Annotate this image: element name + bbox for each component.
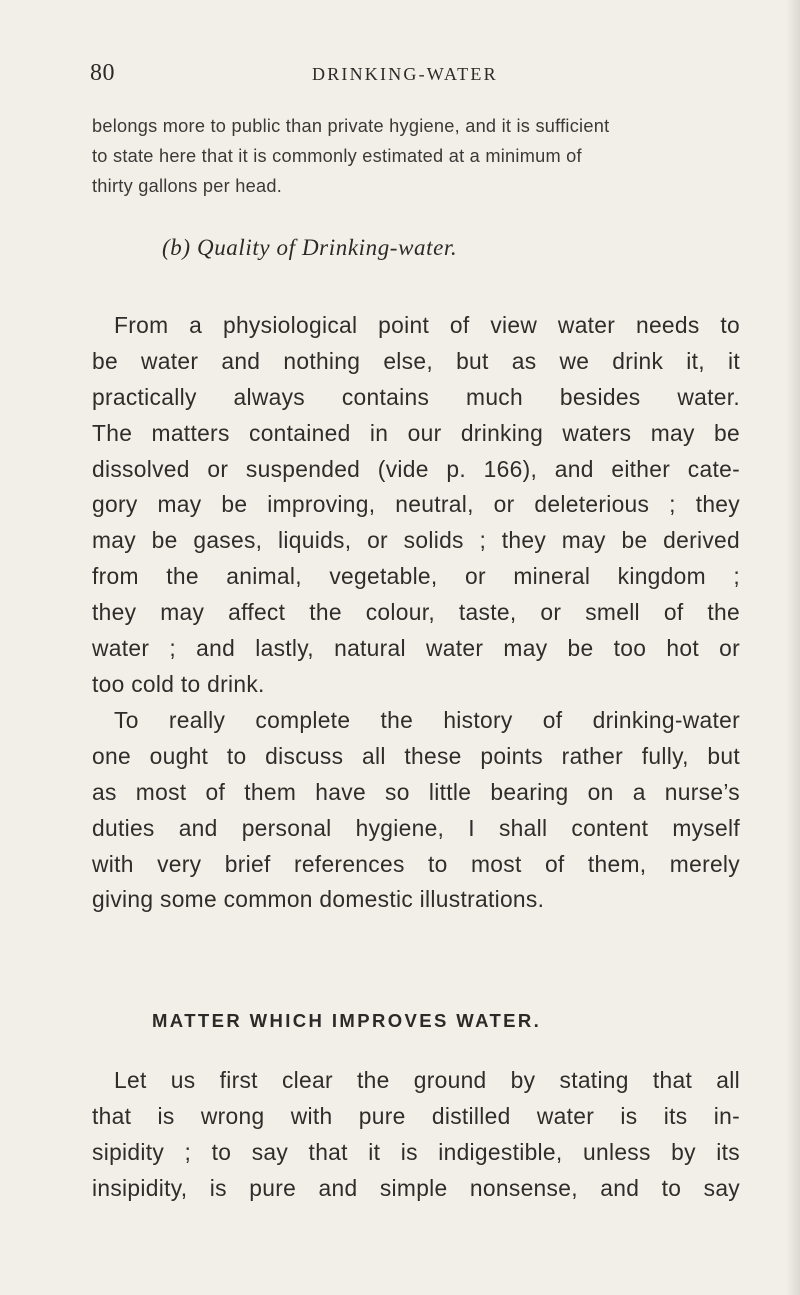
text-line: Let us first clear the ground by stating that all	[114, 1067, 740, 1093]
text-line: duties and personal hygiene, I shall content myself	[92, 814, 740, 841]
text-line: insipidity, is pure and simple nonsense, and to say	[92, 1174, 740, 1201]
running-head	[90, 60, 720, 92]
text-line: as most of them have so little bearing on a nurse’s	[92, 778, 740, 805]
text-line: that is wrong with pure distilled water is its in-	[92, 1102, 740, 1129]
text-line: they may affect the colour, taste, or smell of the	[92, 599, 740, 626]
text-line: from the animal, vegetable, or mineral kingdom ;	[92, 563, 740, 590]
section-heading: MATTER WHICH IMPROVES WATER.	[152, 1010, 542, 1031]
text-line: may be gases, liquids, or solids ; they may be derived	[92, 527, 740, 554]
intro-paragraph	[92, 111, 740, 201]
paragraph-distilled-water	[92, 1063, 740, 1207]
text-line: with very brief references to most of them, merely	[92, 850, 740, 877]
text-line: one ought to discuss all these points rather fully, but	[92, 742, 740, 769]
text-line: dissolved or suspended (vide p. 166), and either cate-	[92, 455, 740, 482]
paragraph-history	[92, 703, 740, 918]
text-line: too cold to drink.	[92, 670, 265, 697]
text-line: thirty gallons per head.	[92, 176, 283, 196]
paragraph-physiological	[92, 308, 740, 703]
page-number: 80	[90, 60, 115, 86]
text-line: belongs more to public than private hygiene, and it is sufficient	[92, 116, 610, 136]
text-line: To really complete the history of drinking-water	[114, 707, 740, 733]
text-line: water ; and lastly, natural water may be too hot or	[92, 635, 740, 662]
text-line: giving some common domestic illustrations.	[92, 886, 545, 913]
text-line: to state here that it is commonly estimated at a minimum of	[92, 146, 582, 166]
section-label: (b)	[162, 235, 191, 260]
running-title: DRINKING-WATER	[312, 64, 498, 84]
text-line: practically always contains much besides water.	[92, 383, 740, 410]
text-line: The matters contained in our drinking waters may be	[92, 419, 740, 446]
text-line: gory may be improving, neutral, or deleterious ; they	[92, 491, 740, 518]
section-subheading	[162, 235, 457, 261]
section-title: Quality of Drinking-water.	[196, 235, 458, 260]
text-line: From a physiological point of view water needs to	[114, 312, 740, 338]
page-edge-shadow	[786, 0, 800, 1295]
text-line: sipidity ; to say that it is indigestible, unless by its	[92, 1138, 740, 1165]
text-line: be water and nothing else, but as we drink it, it	[92, 347, 740, 374]
